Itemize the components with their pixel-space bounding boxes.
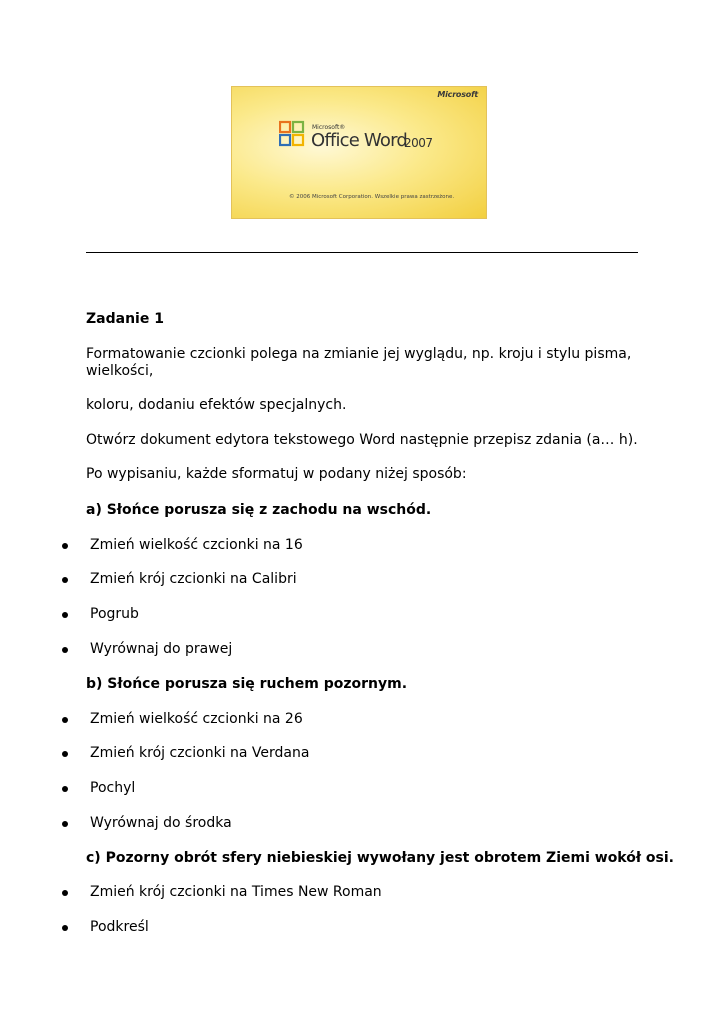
task-title: Zadanie 1 bbox=[86, 311, 164, 327]
bullet-icon bbox=[62, 821, 68, 827]
intro-line-3: koloru, dodaniu efektów specjalnych. bbox=[86, 397, 347, 413]
list-item: Pogrub bbox=[90, 606, 139, 622]
logo-product-name: Office Word bbox=[311, 130, 408, 151]
microsoft-corner-brand: Microsoft bbox=[437, 90, 478, 99]
list-item: Zmień krój czcionki na Calibri bbox=[90, 571, 297, 587]
bullet-icon bbox=[62, 647, 68, 653]
list-item: Wyrównaj do środka bbox=[90, 815, 232, 831]
intro-line-5: Po wypisaniu, każde sformatuj w podany niżej sposób: bbox=[86, 466, 467, 482]
list-item: Zmień wielkość czcionki na 26 bbox=[90, 711, 303, 727]
logo-year: 2007 bbox=[404, 136, 433, 150]
bullet-icon bbox=[62, 577, 68, 583]
bullet-icon bbox=[62, 890, 68, 896]
bullet-icon bbox=[62, 543, 68, 549]
intro-line-1: Formatowanie czcionki polega na zmianie jej wyglądu, np. kroju i stylu pisma, bbox=[86, 346, 632, 362]
office-logo-icon bbox=[279, 120, 305, 148]
bullet-icon bbox=[62, 751, 68, 757]
banner-copyright: © 2006 Microsoft Corporation. Wszelkie prawa zastrzeżone. bbox=[289, 194, 455, 200]
section-c-heading: c) Pozorny obrót sfery niebieskiej wywołany jest obrotem Ziemi wokół osi. bbox=[86, 850, 674, 866]
list-item: Zmień krój czcionki na Verdana bbox=[90, 745, 310, 761]
list-item: Zmień krój czcionki na Times New Roman bbox=[90, 884, 382, 900]
list-item: Pochyl bbox=[90, 780, 136, 796]
list-item: Wyrównaj do prawej bbox=[90, 641, 233, 657]
list-item: Podkreśl bbox=[90, 919, 149, 935]
office-word-2007-banner bbox=[231, 86, 487, 219]
intro-line-4: Otwórz dokument edytora tekstowego Word następnie przepisz zdania (a… h). bbox=[86, 432, 638, 448]
bullet-icon bbox=[62, 717, 68, 723]
section-a-heading: a) Słońce porusza się z zachodu na wschód. bbox=[86, 502, 432, 518]
bullet-icon bbox=[62, 786, 68, 792]
section-b-heading: b) Słońce porusza się ruchem pozornym. bbox=[86, 676, 408, 692]
bullet-icon bbox=[62, 612, 68, 618]
logo-microsoft-small: Microsoft® bbox=[312, 124, 346, 131]
horizontal-divider bbox=[86, 252, 638, 253]
bullet-icon bbox=[62, 925, 68, 931]
list-item: Zmień wielkość czcionki na 16 bbox=[90, 537, 303, 553]
intro-line-2: wielkości, bbox=[86, 363, 154, 379]
